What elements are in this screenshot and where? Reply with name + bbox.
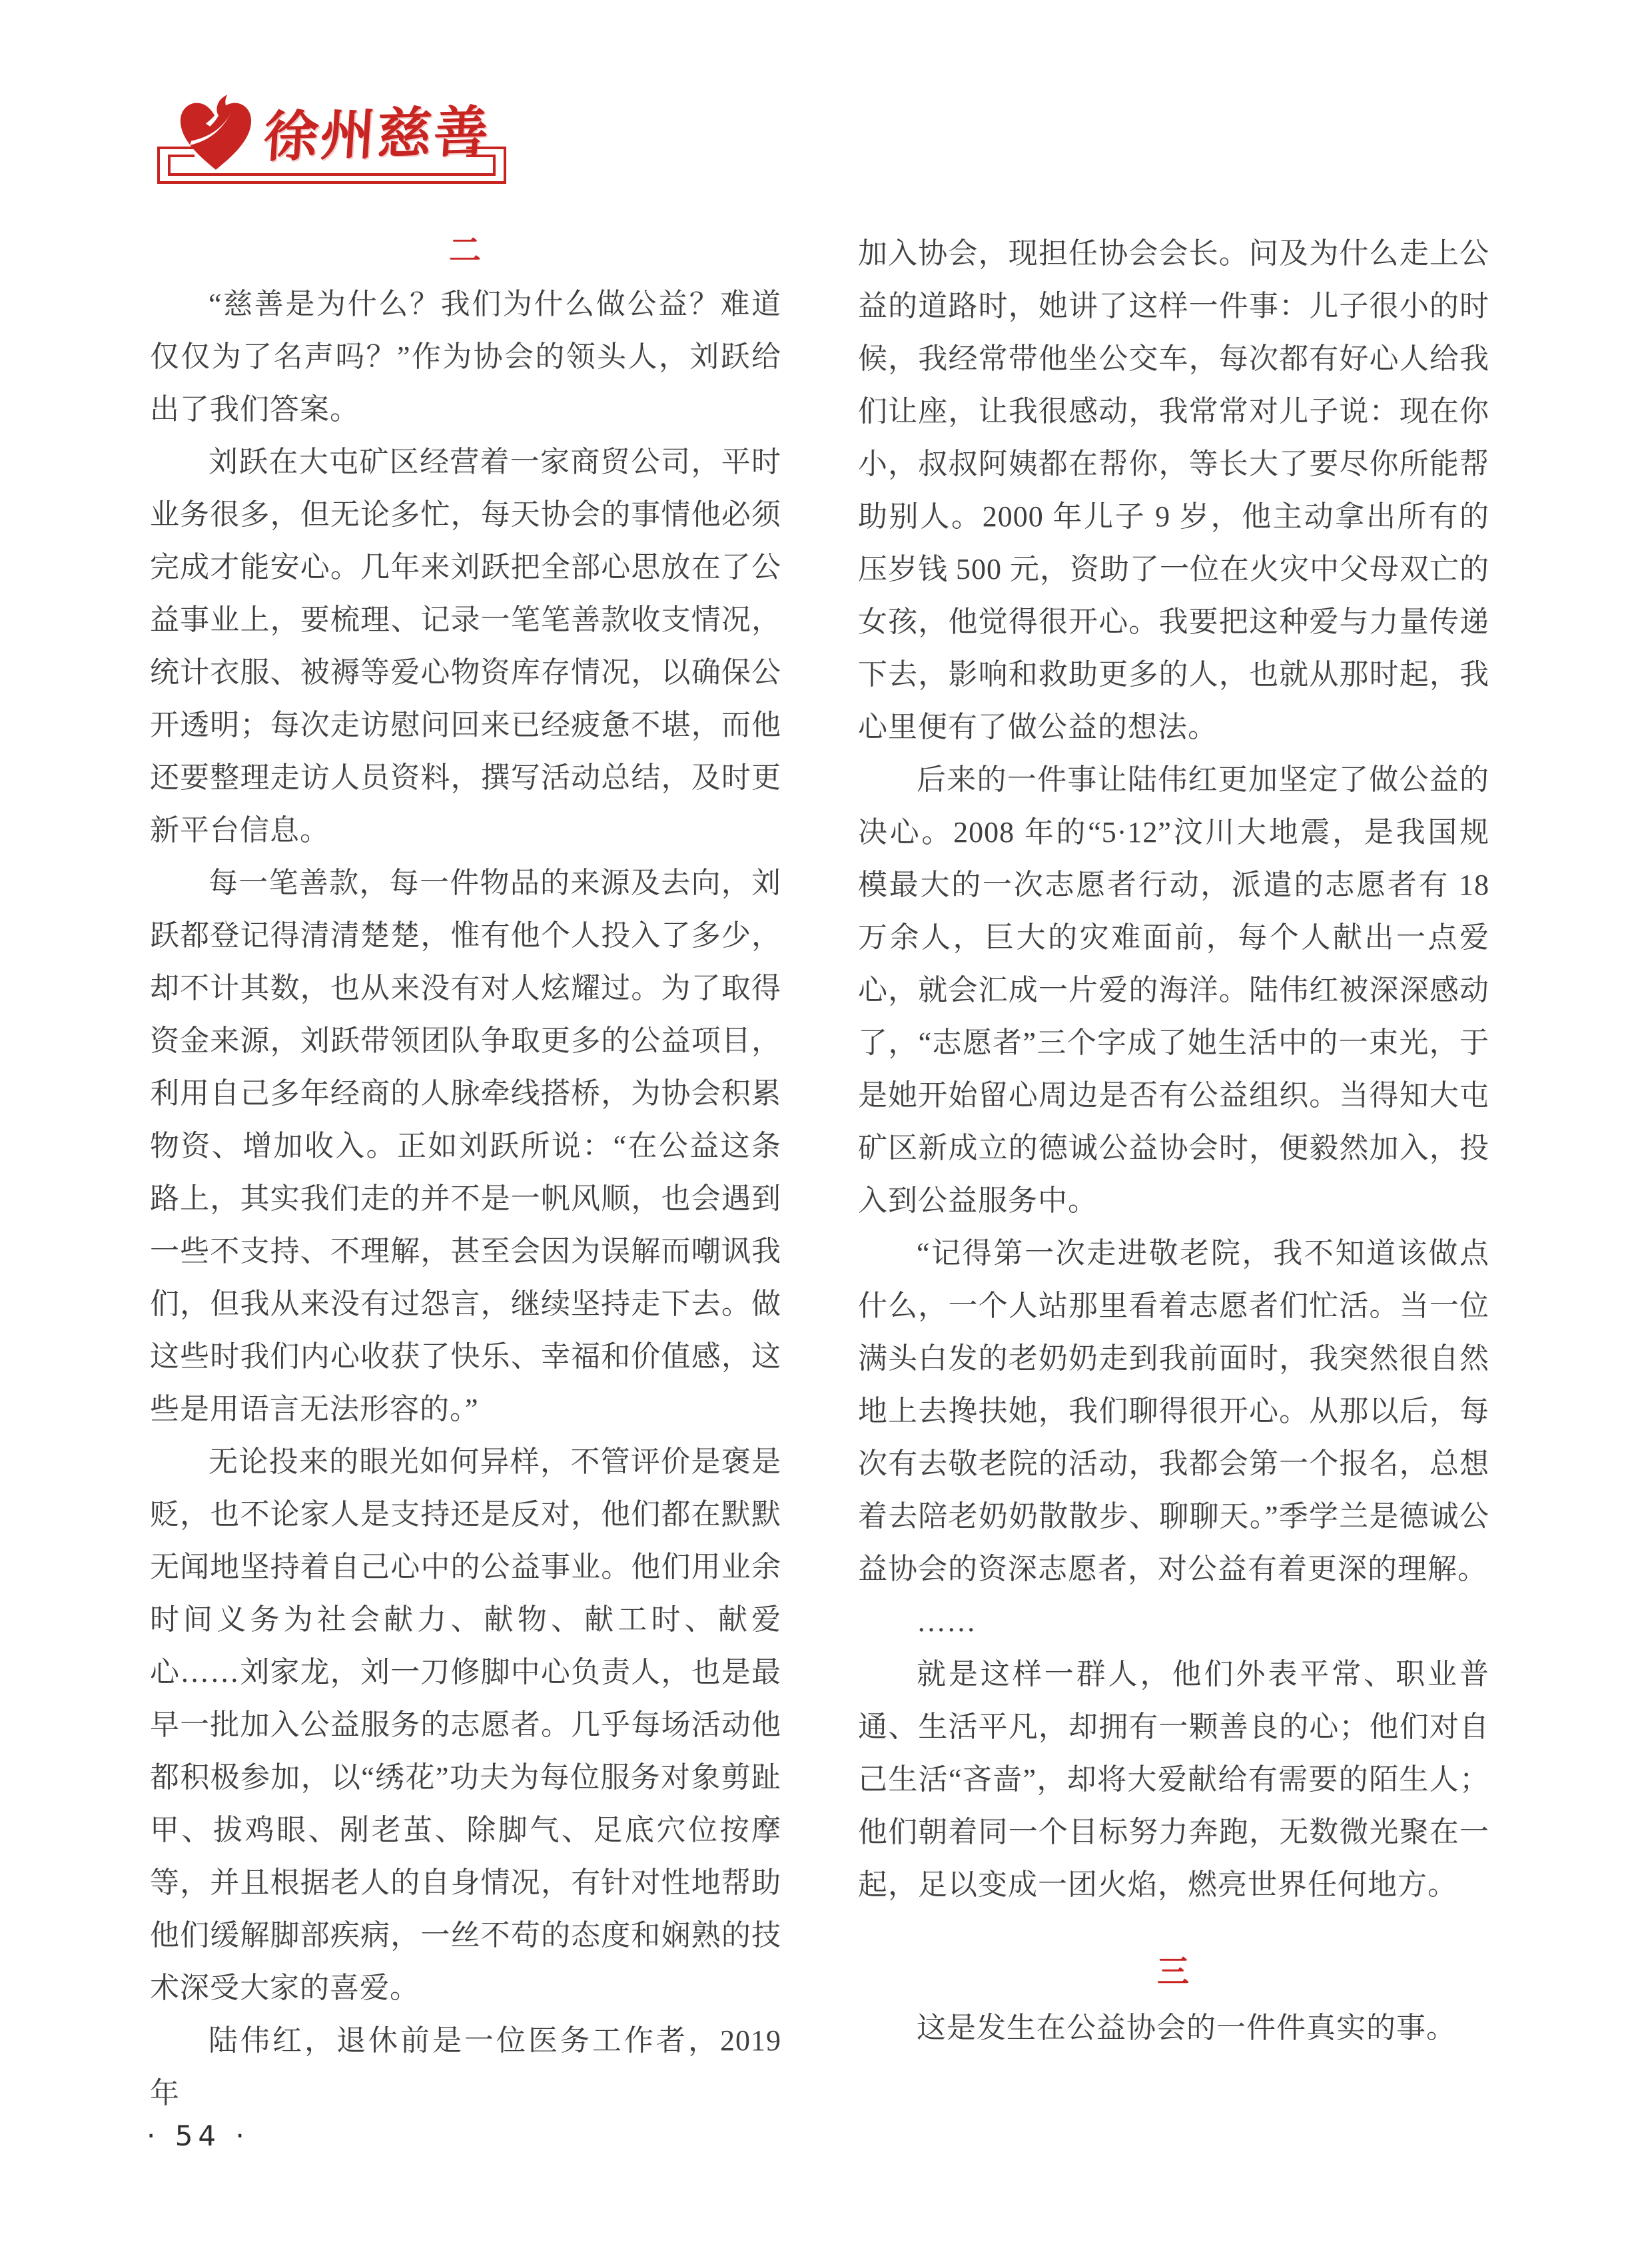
paragraph-ordinary-people: 就是这样一群人，他们外表平常、职业普通、生活平凡，却拥有一颗善良的心；他们对自己生活“吝啬”，却将大爱献给有需要的陌生人；他们朝着同一个目标努力奔跑，无数微光聚在一起，足以变成一团火焰，燃亮世界任何地方。 — [858, 1658, 1489, 1901]
magazine-logo-text: 徐州慈善 — [262, 101, 492, 169]
paragraph-liuyue-company: 刘跃在大屯矿区经营着一家商贸公司，平时业务很多，但无论多忙，每天协会的事情他必须完成才能安心。几年来刘跃把全部心思放在了公益事业上，要梳理、记录一笔笔善款收支情况，统计衣服、被褥等爱心物资库存情况，以确保公开透明；每次走访慰问回来已经疲惫不堪，而他还要整理走访人员资料，撰写活动总结，及时更新平台信息。 — [150, 446, 781, 847]
paragraph-ellipsis: …… — [917, 1605, 977, 1638]
section-heading-two: 二 — [448, 233, 482, 268]
paragraph-liuyue-records: 每一笔善款，每一件物品的来源及去向，刘跃都登记得清清楚楚，惟有他个人投入了多少，却不计其数，也从来没有对人炫耀过。为了取得资金来源，刘跃带领团队争取更多的公益项目，利用自己多年经商的人脉牵线搭桥，为协会积累物资、增加收入。正如刘跃所说：“在公益这条路上，其实我们走的并不是一帆风顺，也会遇到一些不支持、不理解，甚至会因为误解而嘲讽我们，但我从来没有过怨言，继续坚持走下去。做这些时我们内心收获了快乐、幸福和价值感，这些是用语言无法形容的。” — [150, 867, 781, 1425]
page-number: · 54 · — [147, 2119, 250, 2152]
paragraph-closing: 这是发生在公益协会的一件件真实的事。 — [917, 2012, 1456, 2044]
paragraph-luweihong-story: 加入协会，现担任协会会长。问及为什么走上公益的道路时，她讲了这样一件事：儿子很小的时候，我经常带他坐公交车，每次都有好心人给我们让座，让我很感动，我常常对儿子说：现在你小，叔叔阿姨都在帮你，等长大了要尽你所能帮助别人。2000 年儿子 9 岁，他主动拿出所有的压岁钱 500 元，资助了一位在火灾中父母双亡的女孩，他觉得很开心。我要把这种爱与力量传递下去，影响和救助更多的人，也就从那时起，我心里便有了做公益的想法。 — [858, 237, 1489, 743]
heart-flame-icon — [172, 93, 260, 180]
paragraph-volunteers-persist: 无论投来的眼光如何异样，不管评价是褒是贬，也不论家人是支持还是反对，他们都在默默无闻地坚持着自己心中的公益事业。他们用业余时间义务为社会献力、献物、献工时、献爱心……刘家龙，刘一刀修脚中心负责人，也是最早一批加入公益服务的志愿者。几乎每场活动他都积极参加，以“绣花”功夫为每位服务对象剪趾甲、拔鸡眼、剐老茧、除脚气、足底穴位按摩等，并且根据老人的自身情况，有针对性地帮助他们缓解脚部疾病，一丝不苟的态度和娴熟的技术深受大家的喜爱。 — [150, 1445, 781, 2004]
right-column — [858, 227, 1489, 2054]
paragraph-jixuelan-nursing-home: “记得第一次走进敬老院，我不知道该做点什么，一个人站那里看着志愿者们忙活。当一位满头白发的老奶奶走到我前面时，我突然很自然地上去搀扶她，我们聊得很开心。从那以后，每次有去敬老院的活动，我都会第一个报名，总想着去陪老奶奶散散步、聊聊天。”季学兰是德诚公益协会的资深志愿者，对公益有着更深的理解。 — [858, 1237, 1489, 1585]
paragraph-wenchuan-earthquake: 后来的一件事让陆伟红更加坚定了做公益的决心。2008 年的“5·12”汶川大地震，是我国规模最大的一次志愿者行动，派遣的志愿者有 18 万余人，巨大的灾难面前，每个人献出一点爱心，就会汇成一片爱的海洋。陆伟红被深深感动了，“志愿者”三个字成了她生活中的一束光，于是她开始留心周边是否有公益组织。当得知大屯矿区新成立的德诚公益协会时，便毅然加入，投入到公益服务中。 — [858, 763, 1489, 1217]
masthead — [0, 0, 600, 226]
paragraph-luweihong-intro: 陆伟红，退休前是一位医务工作者，2019 年 — [150, 2024, 781, 2109]
paragraph-quote-intro: “慈善是为什么？我们为什么做公益？难道仅仅为了名声吗？”作为协会的领头人，刘跃给出了我们答案。 — [150, 288, 781, 426]
left-column — [150, 224, 781, 2119]
section-heading-three: 三 — [1156, 1954, 1190, 1990]
